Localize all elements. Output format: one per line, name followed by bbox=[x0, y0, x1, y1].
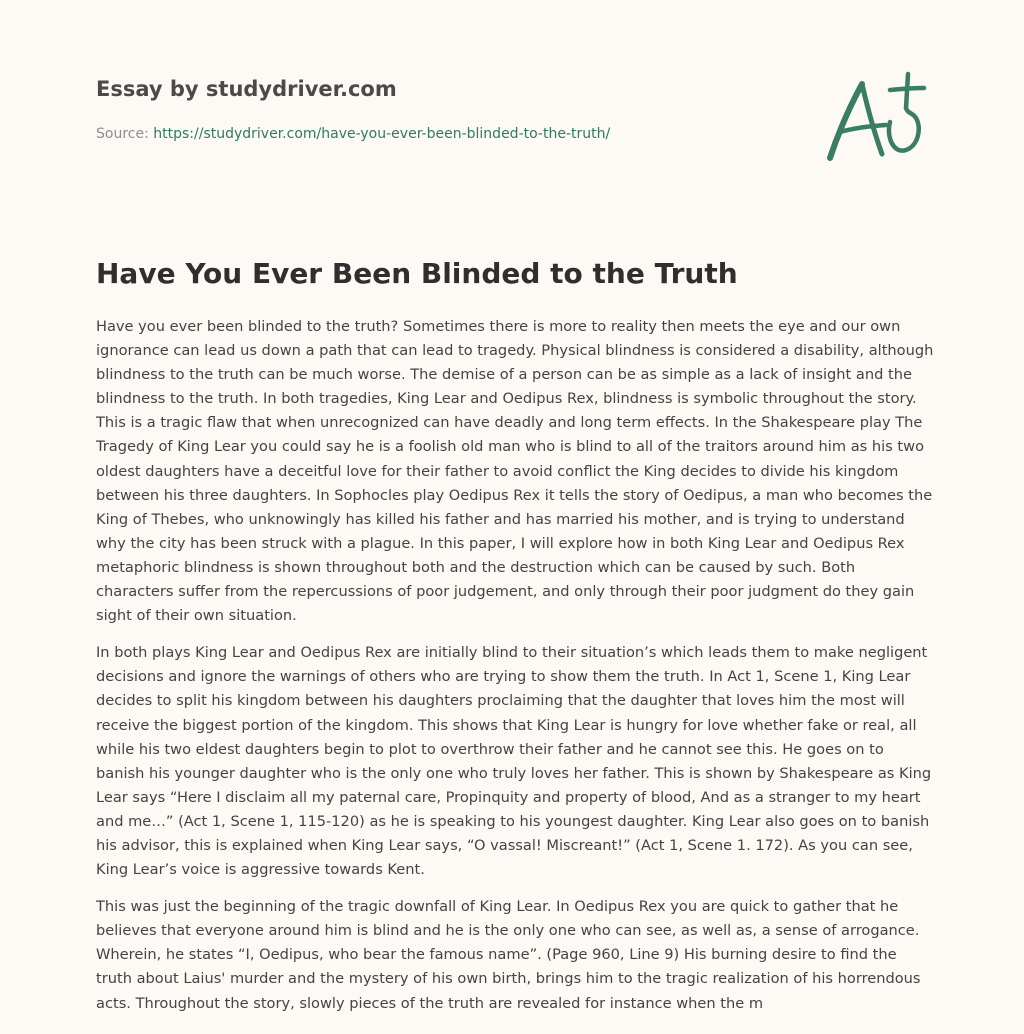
source-link[interactable]: https://studydriver.com/have-you-ever-been-blinded-to-the-truth/ bbox=[153, 126, 611, 142]
a-plus-logo-icon bbox=[824, 70, 928, 164]
essay-paragraph: Have you ever been blinded to the truth? Sometimes there is more to reality then meets the eye and our own ignorance can lead us down a path that can lead to tragedy. Physical blindness is considered a disability, although blindness to the truth can be much worse. The demise of a person can be as simple as a lack of insight and the blindness to the truth. In both tragedies, King Lear and Oedipus Rex, blindness is symbolic throughout the story. This is a tragic flaw that when unrecognized can have deadly and long term effects. In the Shakespeare play The Tragedy of King Lear you could say he is a foolish old man who is blind to all of the traitors around him as his two oldest daughters have a deceitful love for their father to avoid conflict the King decides to divide his kingdom between his three daughters. In Sophocles play Oedipus Rex it tells the story of Oedipus, a man who becomes the King of Thebes, who unknowingly has killed his father and has married his mother, and is trying to understand why the city has been struck with a plague. In this paper, I will explore how in both King Lear and Oedipus Rex metaphoric blindness is shown throughout both and the destruction which can be caused by such. Both characters suffer from the repercussions of poor judgement, and only through their poor judgment do they gain sight of their own situation. bbox=[96, 318, 934, 625]
essay-paragraph: This was just the beginning of the tragic downfall of King Lear. In Oedipus Rex you are quick to gather that he believes that everyone around him is blind and he is the only one who can see, as well as, a sense of arrogance. Wherein, he states “I, Oedipus, who bear the famous name”. (Page 960, Line 9) His burning desire to find the truth about Laius' murder and the mystery of his own birth, brings him to the tragic realization of his horrendous acts. Throughout the story, slowly pieces of the truth are revealed for instance when the m bbox=[96, 898, 921, 1012]
essay-paragraph: In both plays King Lear and Oedipus Rex are initially blind to their situation’s which leads them to make negligent decisions and ignore the warnings of others who are trying to show them the truth. In Act 1, Scene 1, King Lear decides to split his kingdom between his daughters proclaiming that the daughter that loves him the most will receive the biggest portion of the kingdom. This shows that King Lear is hungry for love whether fake or real, all while his two eldest daughters begin to plot to overthrow their father and he cannot see this. He goes on to banish his younger daughter who is the only one who truly loves her father. This is shown by Shakespeare as King Lear says “Here I disclaim all my paternal care, Propinquity and property of blood, And as a stranger to my heart and me…” (Act 1, Scene 1, 115-120) as he is speaking to his youngest daughter. King Lear also goes on to banish his advisor, this is explained when King Lear says, “O vassal! Miscreant!” (Act 1, Scene 1. 172). As you can see, King Lear’s voice is aggressive towards Kent. bbox=[96, 644, 932, 879]
source-label: Source: bbox=[96, 126, 149, 142]
source-line bbox=[96, 124, 796, 144]
essay-title: Have You Ever Been Blinded to the Truth bbox=[96, 257, 738, 290]
brand-title: Essay by studydriver.com bbox=[96, 77, 397, 101]
page-header bbox=[96, 74, 796, 144]
essay-body bbox=[96, 315, 936, 1029]
